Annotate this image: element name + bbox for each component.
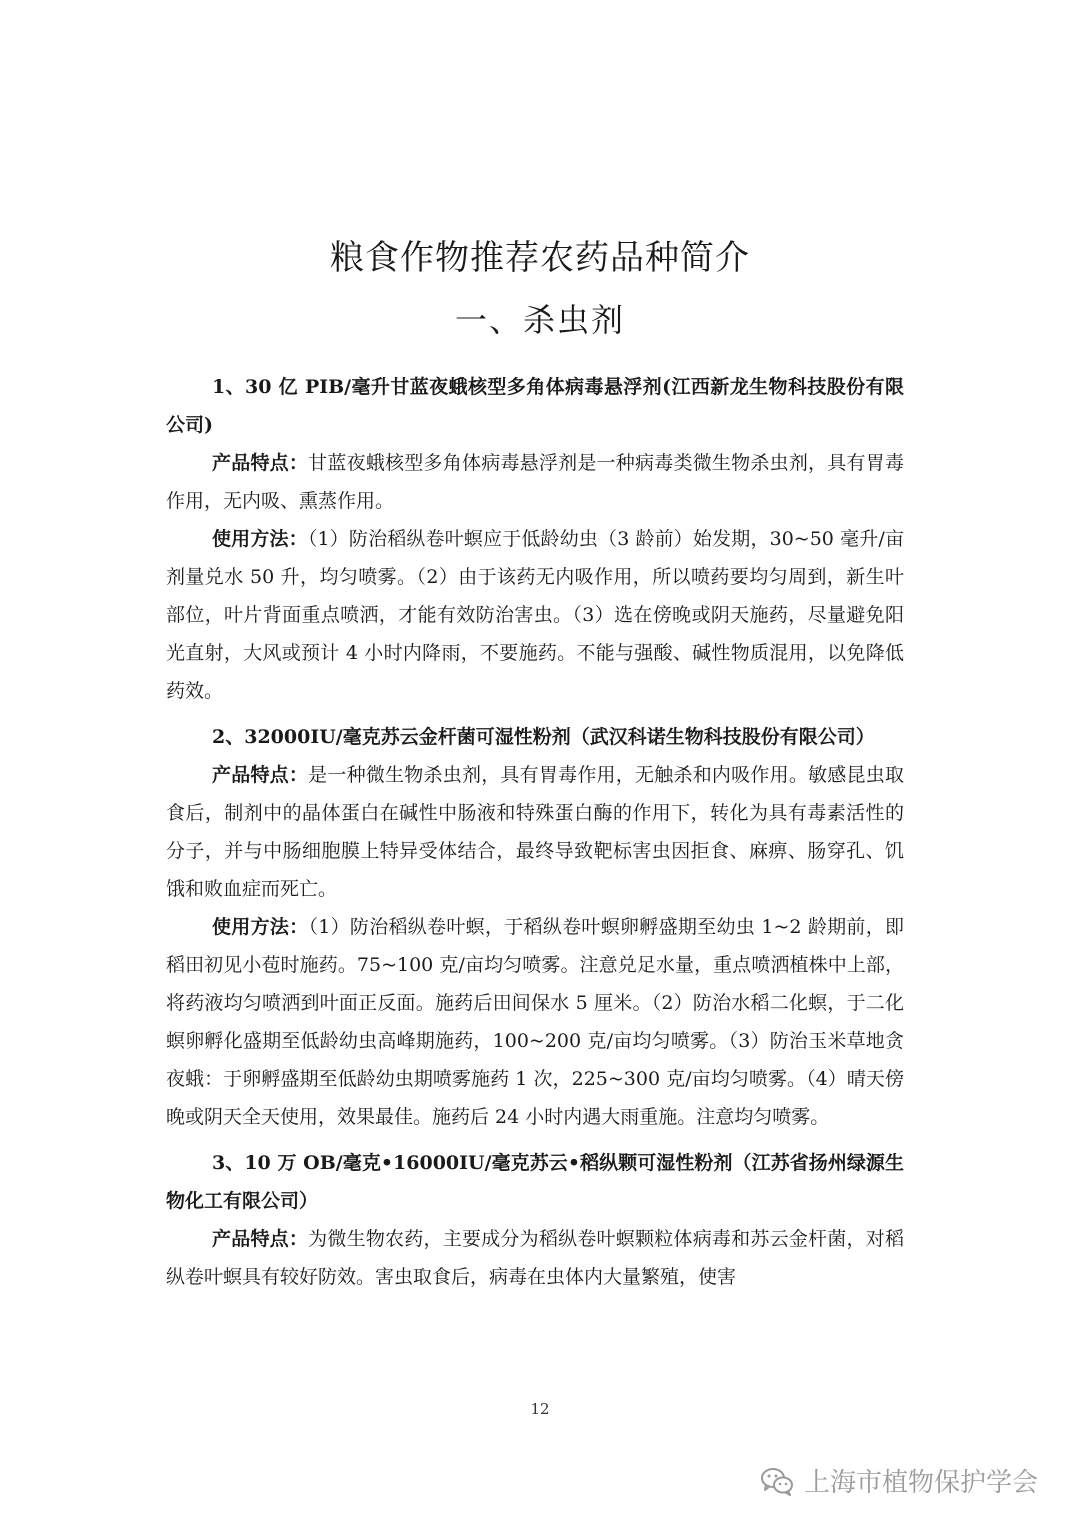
item-2-features [166, 756, 904, 908]
section-title: 一、杀虫剂 [454, 301, 625, 339]
item-heading-1: 1、30 亿 PIB/毫升甘蓝夜蛾核型多角体病毒悬浮剂(江西新龙生物科技股份有限公司) [166, 376, 904, 436]
features-text: 为微生物农药，主要成分为稻纵卷叶螟颗粒体病毒和苏云金杆菌，对稻纵卷叶螟具有较好防效。害虫取食后，病毒在虫体内大量繁殖，使害 [166, 1228, 904, 1288]
usage-text: （1）防治稻纵卷叶螟应于低龄幼虫（3 龄前）始发期，30~50 毫升/亩剂量兑水 50 升，均匀喷雾。（2）由于该药无内吸作用，所以喷药要均匀周到，新生叶部位，叶片背面重点喷洒，才能有效防治害虫。（3）选在傍晚或阴天施药，尽量避免阳光直射，大风或预计 4 小时内降雨，不要施药。不能与强酸、碱性物质混用，以免降低药效。 [166, 528, 904, 702]
features-label: 产品特点： [212, 1228, 309, 1250]
item-heading-2: 2、32000IU/毫克苏云金杆菌可湿性粉剂（武汉科诺生物科技股份有限公司） [212, 726, 875, 748]
wechat-icon [760, 1466, 794, 1496]
page-number: 12 [530, 1400, 550, 1418]
watermark-text: 上海市植物保护学会 [804, 1468, 1039, 1498]
features-text: 是一种微生物杀虫剂，具有胃毒作用，无触杀和内吸作用。敏感昆虫取食后，制剂中的晶体蛋白在碱性中肠液和特殊蛋白酶的作用下，转化为具有毒素活性的分子，并与中肠细胞膜上特异受体结合，最终导致靶标害虫因拒食、麻痹、肠穿孔、饥饿和败血症而死亡。 [166, 764, 904, 900]
features-text: 甘蓝夜蛾核型多角体病毒悬浮剂是一种病毒类微生物杀虫剂，具有胃毒作用，无内吸、熏蒸作用。 [166, 452, 904, 512]
usage-text: （1）防治稻纵卷叶螟，于稻纵卷叶螟卵孵盛期至幼虫 1~2 龄期前，即稻田初见小苞时施药。75~100 克/亩均匀喷雾。注意兑足水量，重点喷洒植株中上部，将药液均匀喷洒到叶面正反面。施药后田间保水 5 厘米。（2）防治水稻二化螟，于二化螟卵孵化盛期至低龄幼虫高峰期施药，100~200 克/亩均匀喷雾。（3）防治玉米草地贪夜蛾：于卵孵盛期至低龄幼虫期喷雾施药 1 次，225~300 克/亩均匀喷雾。（4）晴天傍晚或阴天全天使用，效果最佳。施药后 24 小时内遇大雨重施。注意均匀喷雾。 [166, 916, 904, 1128]
item-3-features [166, 1220, 904, 1296]
watermark [760, 1462, 1038, 1499]
item-heading-3: 3、10 万 OB/毫克•16000IU/毫克苏云•稻纵颗可湿性粉剂（江苏省扬州绿源生物化工有限公司） [166, 1152, 904, 1212]
features-label: 产品特点： [212, 764, 309, 786]
document-title: 粮食作物推荐农药品种简介 [330, 238, 750, 278]
item-2-usage [166, 908, 904, 1136]
document-body [166, 368, 904, 1296]
item-1-features [166, 444, 904, 520]
usage-label: 使用方法： [212, 528, 308, 550]
usage-label: 使用方法： [212, 916, 309, 938]
item-1-usage [166, 520, 904, 710]
features-label: 产品特点： [212, 452, 309, 474]
